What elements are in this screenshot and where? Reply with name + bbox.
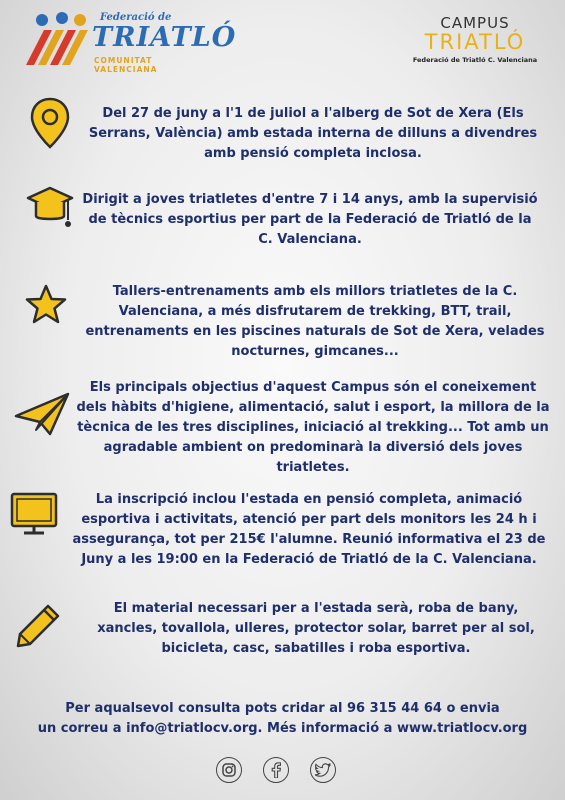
star-icon bbox=[24, 284, 68, 326]
federation-logo bbox=[22, 10, 237, 74]
logo-line-comunitat: COMUNITAT VALENCIANA bbox=[94, 56, 158, 74]
twitter-glyph-icon bbox=[315, 763, 331, 777]
monitor-icon bbox=[10, 492, 58, 536]
section-text-registration: La inscripció inclou l'estada en pensió completa, animació esportiva i activitats, atenció per part dels monitors les 24 h i assegurança, tot per 215€ l'alumne. Reunió informativa el 23 de Juny a les 19:00 en la Federació de Triatló de la C. Valenciana. bbox=[72, 492, 546, 567]
campus-triatlo-word: TRIATLÓ bbox=[424, 30, 526, 54]
section-text-objectives: Els principals objectius d'aquest Campus són el coneixement dels hàbits d'higiene, alimentació, salut i esport, la millora de la tècnica de les tres disciplines, iniciació al trekking... Tot amb un agradable ambient on predominarà la diversió dels joves triatletes. bbox=[76, 380, 550, 475]
facebook-icon[interactable] bbox=[263, 757, 289, 783]
instagram-icon[interactable] bbox=[216, 757, 242, 783]
twitter-icon[interactable] bbox=[310, 757, 336, 783]
section-text-activities: Tallers-entrenaments amb els millors triatletes de la C. Valenciana, a més disfrutarem de trekking, BTT, trail, entrenaments en les piscines naturals de Sot de Xera, velades nocturnes, gimcanes... bbox=[85, 284, 545, 359]
paper-plane-icon bbox=[14, 390, 70, 438]
instagram-glyph-icon bbox=[222, 763, 236, 777]
contact-footer bbox=[20, 699, 545, 739]
graduation-cap-icon bbox=[26, 184, 74, 232]
section-text-material: El material necessari per a l'estada serà, roba de bany, xancles, tovallola, ulleres, protector solar, barret per al sol, bicicleta, casc, sabatilles i roba esportiva. bbox=[97, 601, 535, 656]
campus-subtitle: Federació de Triatló C. Valenciana bbox=[412, 56, 538, 64]
logo-line-federacio: Federació de bbox=[100, 12, 172, 23]
facebook-glyph-icon bbox=[271, 762, 281, 778]
section-text-dates: Del 27 de juny a l'1 de juliol a l'alberg de Sot de Xera (Els Serrans, València) amb estada interna de dilluns a divendres amb pensió completa inclosa. bbox=[88, 106, 538, 161]
contact-line-email-web: un correu a info@triatlocv.org. Més informació a www.triatlocv.org bbox=[37, 721, 528, 736]
pencil-icon bbox=[14, 602, 62, 650]
triathlon-logo-icon bbox=[22, 10, 97, 68]
campus-word: CAMPUS bbox=[440, 14, 510, 32]
campus-logo bbox=[410, 14, 540, 64]
contact-line-phone: Per aqualsevol consulta pots cridar al 96 315 44 64 o envia bbox=[65, 701, 500, 716]
section-text-audience: Dirigit a joves triatletes d'entre 7 i 14 anys, amb la supervisió de tècnics esportius per part de la Federació de Triatló de la C. Valenciana. bbox=[82, 192, 538, 247]
location-pin-icon bbox=[30, 97, 70, 149]
logo-line-triatlo: TRIATLÓ bbox=[92, 22, 237, 53]
